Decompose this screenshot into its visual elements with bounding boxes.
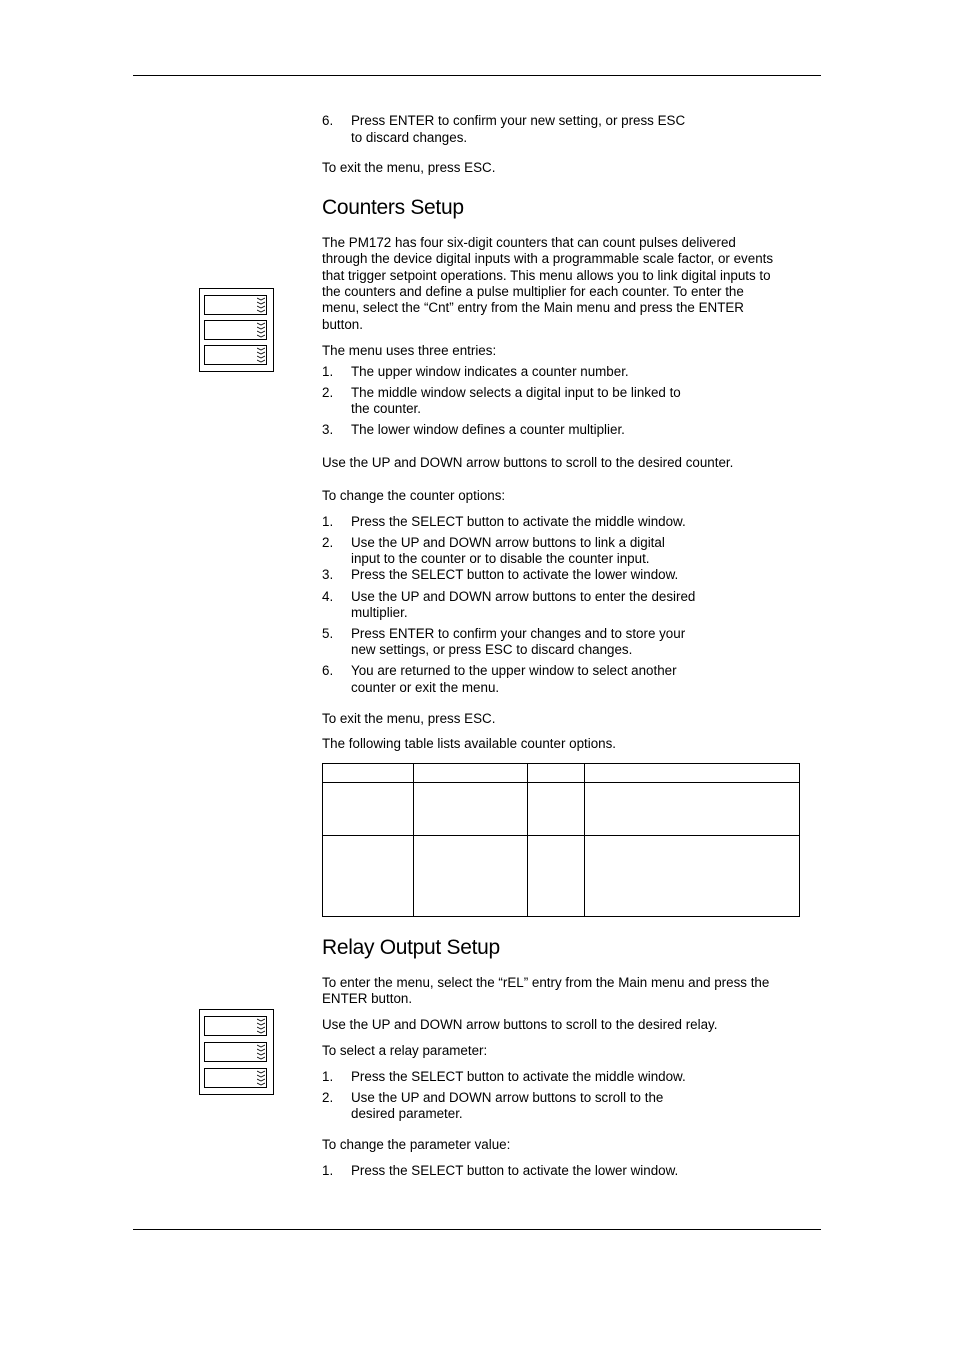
middle-window: [204, 320, 267, 340]
step-number: 4.: [322, 589, 334, 604]
counter-options-table: [322, 763, 800, 917]
relay-intro-line: To enter the menu, select the “rEL” entry from the Main menu and press the: [322, 975, 770, 990]
section-title-counters: Counters Setup: [322, 196, 464, 219]
table-row-divider: [323, 835, 799, 836]
scroll-instruction: Use the UP and DOWN arrow buttons to scroll to the desired counter.: [322, 455, 734, 470]
upper-window: [204, 1016, 267, 1036]
counters-display-icon: [199, 288, 274, 372]
relay-intro-line: ENTER button.: [322, 991, 413, 1006]
footer-rule: [133, 1229, 821, 1230]
entries-intro: The menu uses three entries:: [322, 343, 497, 358]
list-number: 2.: [322, 385, 334, 400]
step-number: 5.: [322, 626, 334, 641]
intro-line: The PM172 has four six-digit counters that can count pulses delivered: [322, 235, 736, 250]
step-text: desired parameter.: [351, 1106, 463, 1121]
list-number: 3.: [322, 422, 334, 437]
relay-scroll-instruction: Use the UP and DOWN arrow buttons to scroll to the desired relay.: [322, 1017, 718, 1032]
exit-instruction: To exit the menu, press ESC.: [322, 711, 496, 726]
change-intro: To change the counter options:: [322, 488, 506, 503]
step-text: Press ENTER to confirm your new setting, or press ESC: [351, 113, 686, 128]
list-number: 1.: [322, 364, 334, 379]
step-text: Press the SELECT button to activate the lower window.: [351, 567, 679, 582]
step-number: 2.: [322, 1090, 334, 1105]
step-number: 1.: [322, 1069, 334, 1084]
step-text: input to the counter or to disable the counter input.: [351, 551, 650, 566]
list-text: The middle window selects a digital input to be linked to: [351, 385, 681, 400]
list-text: The lower window defines a counter multiplier.: [351, 422, 625, 437]
section-title-relay: Relay Output Setup: [322, 936, 500, 959]
step-text: Use the UP and DOWN arrow buttons to enter the desired: [351, 589, 696, 604]
upper-window: [204, 295, 267, 315]
list-text: the counter.: [351, 401, 421, 416]
relay-display-icon: [199, 1009, 274, 1095]
table-column-divider: [584, 764, 585, 916]
step-text: Use the UP and DOWN arrow buttons to scroll to the: [351, 1090, 664, 1105]
header-rule: [133, 75, 821, 76]
step-text: counter or exit the menu.: [351, 680, 500, 695]
intro-line: button.: [322, 317, 363, 332]
intro-line: the counters and define a pulse multiplier for each counter. To enter the: [322, 284, 744, 299]
list-text: The upper window indicates a counter number.: [351, 364, 629, 379]
table-header-divider: [323, 782, 799, 783]
step-text: multiplier.: [351, 605, 408, 620]
intro-line: menu, select the “Cnt” entry from the Main menu and press the ENTER: [322, 300, 744, 315]
step-number: 1.: [322, 514, 334, 529]
exit-instruction: To exit the menu, press ESC.: [322, 160, 496, 175]
step-number: 6.: [322, 113, 334, 128]
step-number: 3.: [322, 567, 334, 582]
step-text: new settings, or press ESC to discard changes.: [351, 642, 633, 657]
relay-select-intro: To select a relay parameter:: [322, 1043, 488, 1058]
middle-window: [204, 1042, 267, 1062]
step-text: Press the SELECT button to activate the middle window.: [351, 514, 686, 529]
step-text: You are returned to the upper window to select another: [351, 663, 677, 678]
lower-window: [204, 345, 267, 365]
relay-change-intro: To change the parameter value:: [322, 1137, 511, 1152]
step-text: Press ENTER to confirm your changes and to store your: [351, 626, 686, 641]
lower-window: [204, 1068, 267, 1088]
table-intro: The following table lists available counter options.: [322, 736, 617, 751]
step-number: 2.: [322, 535, 334, 550]
step-text: Press the SELECT button to activate the middle window.: [351, 1069, 686, 1084]
table-column-divider: [527, 764, 528, 916]
intro-line: that trigger setpoint operations. This menu allows you to link digital inputs to: [322, 268, 771, 283]
step-number: 1.: [322, 1163, 334, 1178]
step-text: Press the SELECT button to activate the lower window.: [351, 1163, 679, 1178]
step-number: 6.: [322, 663, 334, 678]
step-text: to discard changes.: [351, 130, 468, 145]
table-column-divider: [413, 764, 414, 916]
intro-line: through the device digital inputs with a programmable scale factor, or events: [322, 251, 774, 266]
step-text: Use the UP and DOWN arrow buttons to link a digital: [351, 535, 665, 550]
